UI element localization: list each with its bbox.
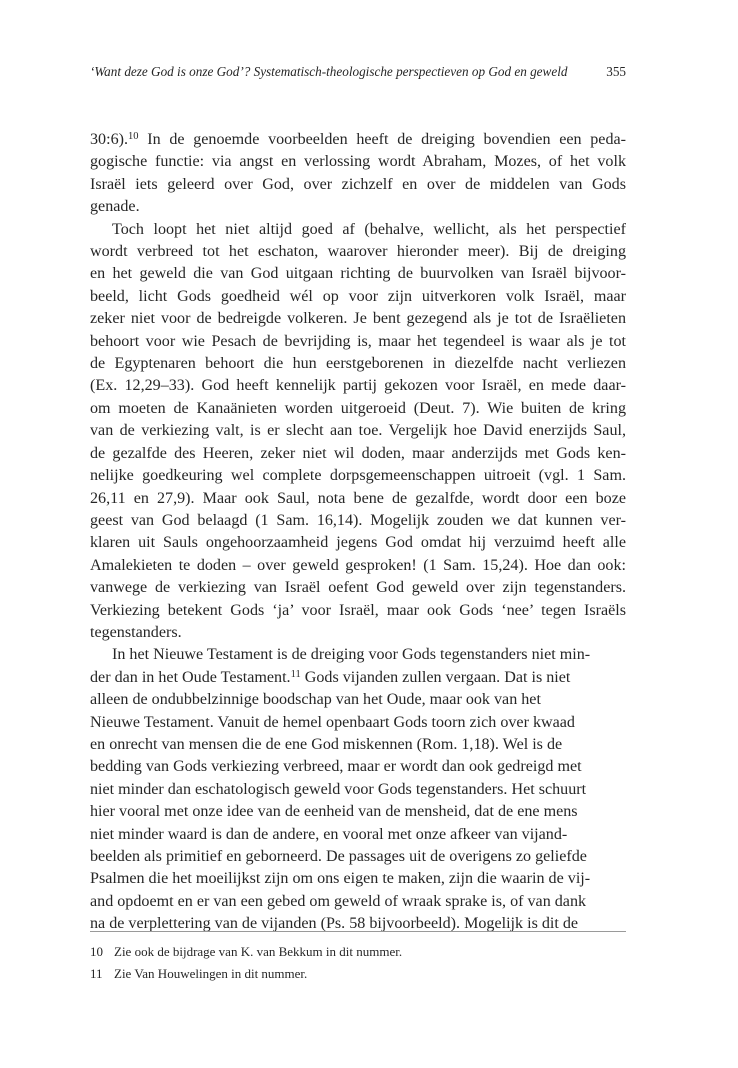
- text-line: [90, 288, 626, 305]
- text-line: [90, 377, 626, 394]
- text-fragment: alleen de ondubbelzinnige boodschap van het Oude, maar ook van het: [90, 691, 541, 709]
- text-line: [90, 624, 182, 641]
- text-fragment: de Egyptenaren behoort die hun eerstgeborenen in diezelfde nacht verliezen: [90, 355, 626, 373]
- text-fragment: Amalekieten te doden – over geweld gesproken! (1 Sam. 15,24). Hoe dan ook:: [90, 556, 626, 574]
- footnote-number: 10: [90, 944, 103, 959]
- page-number: 355: [606, 64, 626, 79]
- text-fragment: hier vooral met onze idee van de eenheid van de mensheid, dat de ene mens: [90, 803, 578, 821]
- text-line: [90, 176, 626, 193]
- footnote-reference: 11: [290, 668, 301, 680]
- text-fragment: Verkiezing betekent Gods ‘ja’ voor Israël, maar ook Gods ‘nee’ tegen Israëls: [90, 601, 626, 619]
- text-fragment: om moeten de Kanaänieten worden uitgeroeid (Deut. 7). Wie buiten de kring: [90, 399, 626, 417]
- text-line: [90, 198, 140, 215]
- text-line: [90, 310, 626, 327]
- text-fragment: niet minder waard is dan de andere, en vooral met onze afkeer van vijand-: [90, 825, 568, 843]
- text-line: [90, 467, 626, 484]
- text-fragment: Psalmen die het moeilijkst zijn om ons eigen te maken, zijn die waarin de vij-: [90, 870, 591, 888]
- text-fragment: Nieuwe Testament. Vanuit de hemel openbaart Gods toorn zich over kwaad: [90, 713, 575, 731]
- text-line: [90, 512, 626, 529]
- text-line: [90, 557, 626, 574]
- text-fragment: genade.: [90, 198, 140, 216]
- text-fragment: behoort voor wie Pesach de bevrijding is, maar het tegendeel is waar als je tot: [90, 332, 626, 350]
- text-line: [90, 422, 626, 439]
- text-line: [90, 915, 578, 932]
- text-line: [90, 669, 570, 686]
- text-fragment: niet minder dan eschatologisch geweld voor Gods tegenstanders. Het schuurt: [90, 780, 587, 798]
- text-line: [112, 221, 626, 238]
- body-text: [90, 129, 626, 936]
- footnote-11: [90, 963, 626, 985]
- text-line: [90, 758, 582, 775]
- footnote-text: Zie ook de bijdrage van K. van Bekkum in dit nummer.: [114, 944, 403, 959]
- text-line: [90, 803, 578, 820]
- text-line: [90, 714, 575, 731]
- text-line: [90, 826, 567, 843]
- text-fragment: klaren uit Sauls ongehoorzaamheid jegens God omdat hij verzuimd heeft alle: [90, 534, 626, 552]
- footnote-reference: 10: [128, 131, 139, 142]
- text-fragment: 26,11 en 27,9). Maar ook Saul, nota bene de gezalfde, wordt door een boze: [90, 489, 626, 507]
- running-title: ‘Want deze God is onze God’? Systematisch-theologische perspectieven op God en geweld: [90, 64, 568, 79]
- text-line: [90, 848, 587, 865]
- text-line: [90, 265, 626, 282]
- paragraph-2: [90, 219, 626, 645]
- text-fragment: na de verplettering van de vijanden (Ps. 58 bijvoorbeeld). Mogelijk is dit de: [90, 915, 579, 933]
- text-fragment: tegenstanders.: [90, 623, 182, 641]
- text-fragment: van de verkiezing valt, is er slecht aan toe. Vergelijk hoe David enerzijds Saul,: [90, 422, 626, 440]
- text-fragment: en het geweld die van God uitgaan richting de buurvolken van Israël bijvoor-: [90, 265, 626, 283]
- text-line: [112, 646, 590, 663]
- text-fragment: and opdoemt en er van een gebed om geweld of wraak sprake is, of van dank: [90, 892, 587, 910]
- text-fragment: der dan in het Oude Testament.: [90, 668, 291, 686]
- text-line: [90, 893, 586, 910]
- text-fragment: In het Nieuwe Testament is de dreiging voor Gods tegenstanders niet min-: [112, 646, 591, 664]
- paragraph-3: [90, 644, 626, 935]
- footnote-10: [90, 941, 626, 963]
- text-fragment: wordt verbreed tot het eschaton, waarover hieronder meer). Bij de dreiging: [90, 243, 626, 261]
- text-fragment: vanwege de verkiezing van Israël oefent God geweld over zijn tegenstanders.: [90, 579, 626, 597]
- footnote-text: Zie Van Houwelingen in dit nummer.: [114, 965, 308, 981]
- text-fragment: nelijke goedkeuring wel complete dorpsgemeenschappen uitroeit (vgl. 1 Sam.: [90, 467, 626, 485]
- text-fragment: de gezalfde des Heeren, zeker niet wil doden, maar anderzijds met Gods ken-: [90, 444, 626, 462]
- text-line: [90, 153, 626, 170]
- text-line: [90, 445, 626, 462]
- text-line: [90, 691, 541, 708]
- text-line: [90, 131, 626, 148]
- text-line: [90, 579, 626, 596]
- text-fragment: beeld, licht Gods goedheid wél op voor zijn uitverkoren volk Israël, maar: [90, 287, 626, 305]
- text-fragment: zeker niet voor de bedreigde volkeren. Je bent gezegend als je tot de Israëlieten: [90, 310, 626, 328]
- text-line: [90, 333, 626, 350]
- text-fragment: Israël iets geleerd over God, over zichzelf en over de middelen van Gods: [90, 175, 626, 193]
- text-fragment: en onrecht van mensen die de ene God miskennen (Rom. 1,18). Wel is de: [90, 735, 563, 753]
- text-fragment: Gods vijanden zullen vergaan. Dat is niet: [300, 668, 571, 686]
- text-fragment: gogische functie: via angst en verlossing wordt Abraham, Mozes, of het volk: [90, 153, 626, 171]
- text-line: [90, 243, 626, 260]
- text-fragment: geest van God belaagd (1 Sam. 16,14). Mogelijk zouden we dat kunnen ver-: [90, 511, 626, 529]
- text-fragment: 30:6).: [90, 131, 128, 148]
- text-fragment: In de genoemde voorbeelden heeft de dreiging bovendien een peda-: [138, 131, 626, 148]
- running-header: [90, 64, 626, 84]
- paragraph-1: [90, 129, 626, 219]
- text-fragment: beelden als primitief en geborneerd. De passages uit de overigens zo geliefde: [90, 848, 587, 865]
- text-line: [90, 534, 626, 551]
- text-line: [90, 736, 562, 753]
- text-fragment: bedding van Gods verkiezing verbreed, maar er wordt dan ook gedreigd met: [90, 758, 582, 776]
- text-line: [90, 355, 626, 372]
- footnote-number: 11: [90, 965, 103, 981]
- footnote-divider: [90, 931, 626, 932]
- text-line: [90, 400, 626, 417]
- text-fragment: (Ex. 12,29–33). God heeft kennelijk partij gekozen voor Israël, en mede daar-: [90, 377, 626, 395]
- text-line: [90, 870, 590, 887]
- text-line: [90, 781, 586, 798]
- footnotes: [90, 941, 626, 984]
- text-line: [90, 490, 626, 507]
- text-line: [90, 602, 626, 619]
- text-fragment: Toch loopt het niet altijd goed af (behalve, wellicht, als het perspectief: [112, 220, 626, 238]
